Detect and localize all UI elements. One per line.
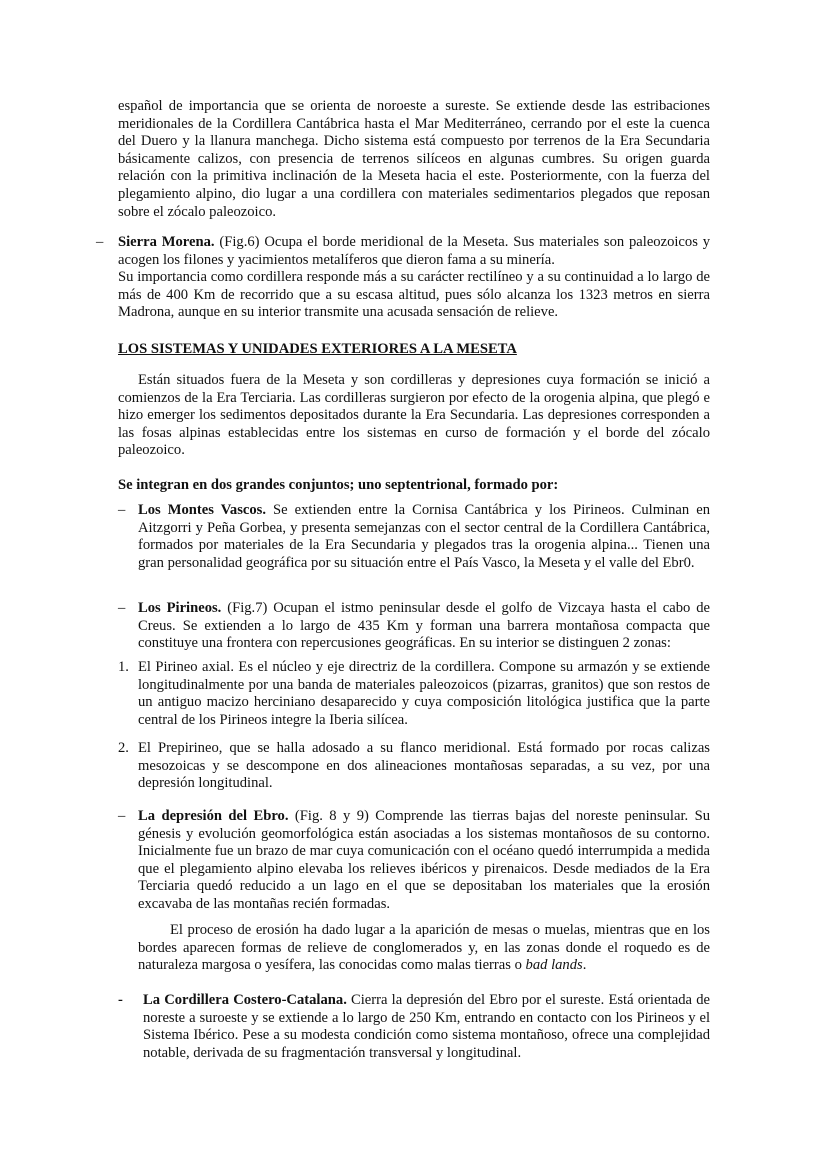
list-marker: – — [118, 808, 126, 824]
item-text: Se extienden entre la Cornisa Cantábrica y los Pirineos. Culminan en Aitzgorri y Peña Gorbea, y presenta semejanzas con el sector central de la Cordillera Cantábrica, formados por materiales de la Era Secundaria y plegados tras la orogenia alpina... Tienen una gran personalidad geográfica por su situación entre el País Vasco, la Meseta y el valle del Ebr0. — [138, 502, 710, 571]
list-marker: – — [96, 234, 104, 250]
ebro-erosion-paragraph — [138, 922, 710, 975]
item-text: Cierra la depresión del Ebro por el sureste. Está orientada de noreste a suroeste y se extiende a lo largo de 250 Km, entrando en contacto con los Pirineos y el Sistema Ibérico. Pese a su modesta condición como sistema montañoso, ofrece una complejidad notable, derivada de su fragmentación transversal y longitudinal. — [143, 992, 710, 1061]
item-title: La Cordillera Costero-Catalana. — [143, 992, 347, 1008]
list-item-pirineos — [138, 600, 710, 653]
list-marker: - — [118, 992, 123, 1008]
groups-heading: Se integran en dos grandes conjuntos; uno septentrional, formado por: — [118, 477, 559, 493]
list-marker: – — [118, 502, 126, 518]
section-intro: Están situados fuera de la Meseta y son cordilleras y depresiones cuya formación se inició a comienzos de la Era Terciaria. Las cordilleras surgieron por efecto de la orogenia alpina, que plegó e hizo emerger los sedimentos depositados durante la Era Secundaria. Las depresiones corresponden a las fosas alpinas establecidas entre los sistemas en curso de formación y el borde del zócalo paleozoico. — [118, 372, 710, 459]
list-item-ebro — [138, 808, 710, 914]
intro-paragraph: español de importancia que se orienta de noroeste a sureste. Se extiende desde las estribaciones meridionales de la Cordillera Cantábrica hasta el Mar Mediterráneo, cerrando por el este la cuenca del Duero y la llanura manchega. Dicho sistema está compuesto por terrenos de la Era Secundaria básicamente calizos, con presencia de terrenos silíceos en algunas cumbres. Su origen guarda relación con la primitiva inclinación de la Meseta hacia el este. Posteriormente, con la fuerza del plegamiento alpino, dio lugar a una cordillera con materiales sedimentarios plegados que reposan sobre el zócalo paleozoico. — [118, 98, 710, 220]
item-title: La depresión del Ebro. — [138, 808, 289, 824]
list-item-zone: El Pirineo axial. Es el núcleo y eje directriz de la cordillera. Compone su armazón y se extiende longitudinalmente por una banda de materiales paleozoicos (pizarras, granitos) que son restos de un antiguo macizo herciniano desaparecido y cuya composición litológica justifica que la parte central de los Pirineos integre la Iberia silícea. — [138, 659, 710, 728]
italic-term: bad lands — [525, 957, 583, 974]
item-title: Los Montes Vascos. — [138, 502, 266, 518]
list-marker: – — [118, 600, 126, 616]
list-item-costero-catalana — [143, 992, 710, 1062]
item-text-continued: Su importancia como cordillera responde más a su carácter rectilíneo y a su continuidad a lo largo de más de 400 Km de recorrido que a su escasa altitud, pues sólo alcanza los 1323 metros en sierra Madrona, aunque en su interior transmite una acusada sensación de relieve. — [118, 269, 710, 321]
item-text: (Fig. 8 y 9) Comprende las tierras bajas del noreste peninsular. Su génesis y evolución geomorfológica están asociadas a los sistemas montañosos de su contorno. Inicialmente fue un brazo de mar cuya comunicación con el océano quedó interrumpida a medida que el plegamiento alpino elevaba los relieves ibéricos y pirenaicos. Desde mediados de la Era Terciaria quedó reducido a un lago en el que se depositaban los materiales que la erosión excavaba de las montañas recién formadas. — [138, 808, 710, 912]
list-number: 2. — [118, 740, 129, 756]
list-number: 1. — [118, 659, 129, 675]
list-item-montes-vascos — [138, 502, 710, 572]
list-item-zone: El Prepirineo, que se halla adosado a su flanco meridional. Está formado por rocas calizas mesozoicas y se descompone en dos alineaciones montañosas separadas, a su vez, por una depresión longitudinal. — [138, 740, 710, 792]
section-title: LOS SISTEMAS Y UNIDADES EXTERIORES A LA MESETA — [118, 341, 517, 357]
item-text: (Fig.7) Ocupan el istmo peninsular desde el golfo de Vizcaya hasta el cabo de Creus. Se extienden a lo largo de 435 Km y forman una barrera montañosa compacta que constituye una frontera con repercusiones geográficas. En su interior se distinguen 2 zonas: — [138, 600, 710, 652]
item-text: (Fig.6) Ocupa el borde meridional de la Meseta. Sus materiales son paleozoicos y acogen los filones y yacimientos metalíferos que dieron fama a su minería. — [118, 234, 710, 268]
paragraph-end: . — [582, 957, 587, 974]
item-title: Los Pirineos. — [138, 600, 222, 616]
list-item-sierra-morena — [118, 234, 710, 322]
paragraph-text: El proceso de erosión ha dado lugar a la aparición de mesas o muelas, mientras que en los bordes aparecen formas de relieve de conglomerados y, en las zonas donde el roquedo es de naturaleza margosa o yesífera, las conocidas como malas tierras o — [138, 922, 710, 974]
item-title: Sierra Morena. — [118, 234, 215, 250]
